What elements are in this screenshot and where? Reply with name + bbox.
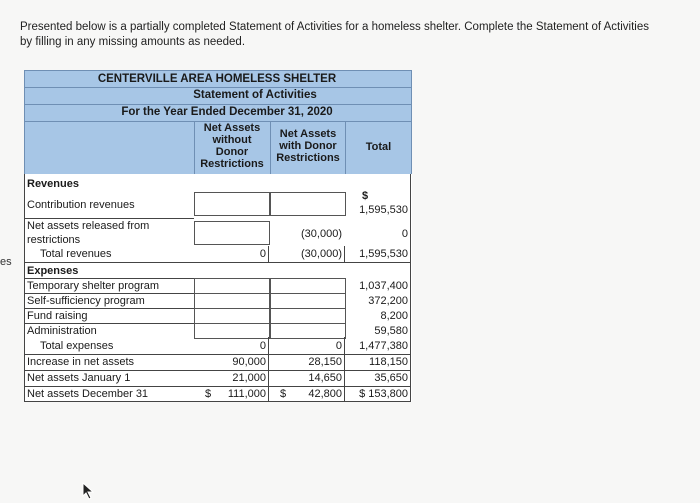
total-revenues-total: 1,595,530 — [359, 248, 408, 260]
released-label-line1: Net assets released from — [27, 220, 150, 232]
statement-title: Statement of Activities — [193, 89, 317, 101]
released-total: 0 — [401, 228, 408, 240]
mouse-pointer-icon — [82, 482, 96, 500]
admin-with-input[interactable] — [270, 323, 346, 339]
total-expenses-label: Total expenses — [40, 340, 114, 352]
contribution-without-input[interactable] — [194, 192, 270, 216]
fundraising-without-input[interactable] — [194, 308, 270, 324]
col-header-total: Total — [365, 141, 392, 153]
jan1-total: 35,650 — [374, 372, 408, 384]
released-without-input[interactable] — [194, 221, 270, 245]
cropped-text-fragment: es — [0, 256, 12, 268]
increase-total: 118,150 — [369, 356, 408, 368]
instructions-text: Presented below is a partially completed Statement of Activities for a homeless shelter. Complete the Statement of Activities by filling in any missing amounts as needed. — [20, 21, 649, 48]
total-expenses-with: 0 — [335, 340, 342, 352]
jan1-with: 14,650 — [308, 372, 342, 384]
contribution-revenues-label: Contribution revenues — [27, 199, 135, 211]
temporary-with-input[interactable] — [270, 278, 346, 294]
dec31-label: Net assets December 31 — [27, 388, 149, 400]
dec31-dollar-without: $ — [205, 388, 212, 400]
admin-without-input[interactable] — [194, 323, 270, 339]
temporary-without-input[interactable] — [194, 278, 270, 294]
self-sufficiency-label: Self-sufficiency program — [27, 295, 145, 307]
selfsuff-without-input[interactable] — [194, 293, 270, 309]
jan1-label: Net assets January 1 — [27, 372, 131, 384]
statement-of-activities-table — [24, 70, 412, 402]
jan1-without: 21,000 — [232, 372, 266, 384]
increase-label: Increase in net assets — [27, 356, 135, 368]
contribution-total: 1,595,530 — [359, 204, 408, 216]
table-body — [24, 174, 412, 402]
col-header-without-restrictions: Net Assets without Donor Restrictions — [200, 122, 264, 170]
table-header — [24, 70, 412, 176]
released-with: (30,000) — [301, 228, 342, 240]
fundraising-with-input[interactable] — [270, 308, 346, 324]
statement-period: For the Year Ended December 31, 2020 — [121, 106, 333, 118]
selfsuff-total: 372,200 — [368, 295, 408, 307]
dec31-without: 111,000 — [227, 388, 266, 400]
dec31-with: 42,800 — [308, 388, 342, 400]
fundraising-total: 8,200 — [380, 310, 408, 322]
admin-total: 59,580 — [374, 325, 408, 337]
expenses-heading: Expenses — [27, 265, 79, 277]
selfsuff-with-input[interactable] — [270, 293, 346, 309]
dec31-dollar-with: $ — [280, 388, 287, 400]
total-revenues-without: 0 — [259, 248, 266, 260]
total-revenues-label: Total revenues — [40, 248, 112, 260]
increase-without: 90,000 — [232, 356, 266, 368]
total-expenses-without: 0 — [259, 340, 266, 352]
administration-label: Administration — [27, 325, 97, 337]
org-name: CENTERVILLE AREA HOMELESS SHELTER — [97, 73, 337, 85]
col-header-with-restrictions: Net Assets with Donor Restrictions — [276, 128, 340, 164]
fund-raising-label: Fund raising — [27, 310, 88, 322]
total-expenses-total: 1,477,380 — [359, 340, 408, 352]
temporary-total: 1,037,400 — [359, 280, 408, 292]
contribution-with-input[interactable] — [270, 192, 346, 216]
temporary-shelter-label: Temporary shelter program — [27, 280, 160, 292]
released-label-line2: restrictions — [27, 234, 81, 246]
total-revenues-with: (30,000) — [301, 248, 342, 260]
dec31-total: $ 153,800 — [359, 388, 408, 400]
increase-with: 28,150 — [308, 356, 342, 368]
contribution-dollar-sign: $ — [362, 190, 369, 202]
revenues-heading: Revenues — [27, 178, 79, 190]
